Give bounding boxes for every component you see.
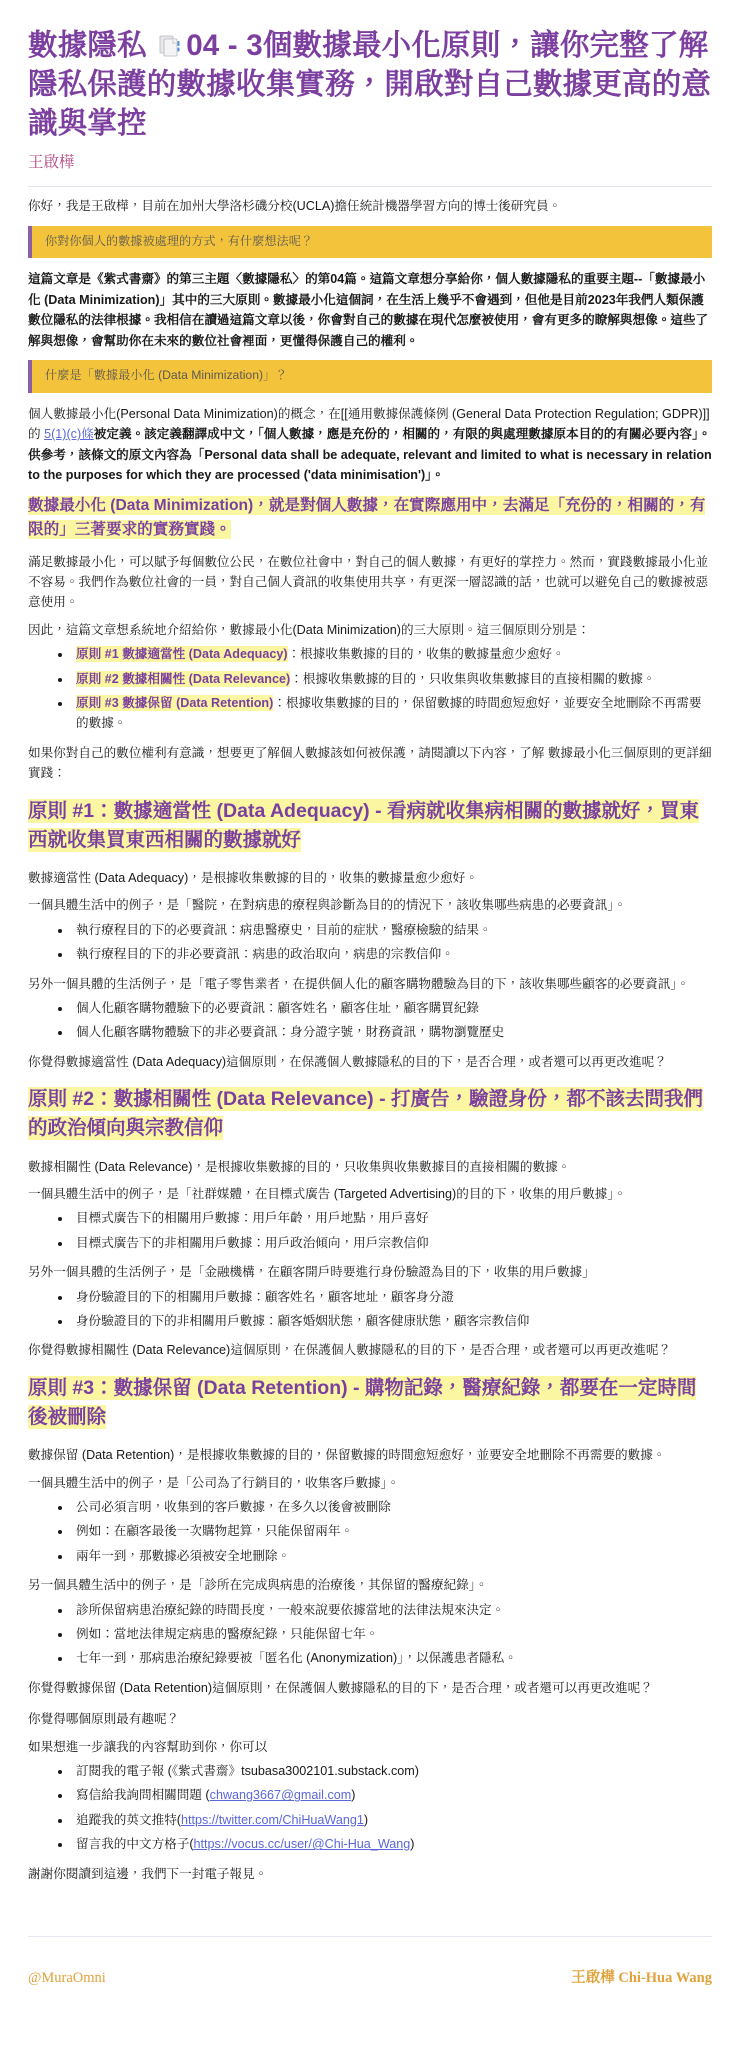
- section-3-definition: 數據保留 (Data Retention)，是根據收集數據的目的，保留數據的時間愈短愈好，並要安全地刪除不再需要的數據。: [28, 1448, 666, 1463]
- three-principles-lead: 因此，這篇文章想系統地介紹給你，數據最小化(Data Minimization)的三大原則。這三個原則分別是：: [28, 622, 590, 637]
- list-item: 執行療程目的下的必要資訊：病患醫療史，目前的症狀，醫療檢驗的結果。: [58, 918, 712, 942]
- callout-question-1: 你對你個人的數據被處理的方式，有什麼想法呢？: [28, 226, 712, 259]
- section-1-example-2-list: [28, 996, 712, 1045]
- bottom-spacer: [28, 1987, 712, 2047]
- section-2-heading-text: 原則 #2：數據相關性 (Data Relevance) - 打廣告，驗證身份，都不該去問我們的政治傾向與宗教信仰: [28, 1088, 704, 1140]
- section-1-example-1-lead: 一個具體生活中的例子，是「醫院，在對病患的療程與診斷為目的的情況下，該收集哪些病患的必要資訊」。: [28, 898, 627, 913]
- outro-thanks: 謝謝你閱讀到這邊，我們下一封電子報見。: [28, 1866, 268, 1881]
- email-lead-text: 寫信給我詢問相關問題 (: [76, 1788, 210, 1803]
- principle-3-keyword: 原則 #3 數據保留 (Data Retention): [76, 696, 274, 710]
- list-item: [58, 1783, 712, 1807]
- list-item: 診所保留病患治療紀錄的時間長度，一般來說要依據當地的法律法規來決定。: [58, 1598, 712, 1622]
- twitter-link[interactable]: https://twitter.com/ChiHuaWang1: [180, 1812, 364, 1827]
- footer-author-name: 王啟樺 Chi-Hua Wang: [571, 1969, 712, 1986]
- list-item: [58, 1832, 712, 1856]
- list-item: 兩年一到，那數據必須被安全地刪除。: [58, 1544, 712, 1568]
- byline-author: 王啟樺: [28, 153, 75, 171]
- gdpr-seg1: 個人數據最小化(Personal Data Minimization)的概念，在[[通用數據保護條例 (General Data Protection Regulation; GDPR)]] 的: [28, 406, 710, 442]
- list-item: [58, 1759, 712, 1783]
- section-3-example-2-lead: 另一個具體生活中的例子，是「診所在完成與病患的治療後，其保留的醫療紀錄」。: [28, 1578, 488, 1593]
- minimization-benefit-paragraph: 滿足數據最小化，可以賦予每個數位公民，在數位社會中，對自己的個人數據，有更好的掌控力。然而，實踐數據最小化並不容易。我們作為數位社會的一員，對自己個人資訊的收集使用共享，有更深一層認識的話，也就可以避免自己的數據被惡意使用。: [28, 554, 709, 610]
- section-2-example-2-list: [28, 1285, 712, 1334]
- outro-question: 你覺得哪個原則最有趣呢？: [28, 1712, 180, 1727]
- section-1-definition: 數據適當性 (Data Adequacy)，是根據收集數據的目的，收集的數據量愈少愈好。: [28, 871, 478, 886]
- list-item: 身份驗證目的下的非相關用戶數據：顧客婚姻狀態，顧客健康狀態，顧客宗教信仰: [58, 1309, 712, 1333]
- intro-greeting: 你好，我是王啟樺，目前在加州大學洛杉磯分校(UCLA)擔任統計機器學習方向的博士後研究員。: [28, 199, 562, 214]
- section-2-example-1-list: [28, 1206, 712, 1255]
- list-item: [58, 667, 712, 691]
- section-3-closing-question: 你覺得數據保留 (Data Retention)這個原則，在保護個人數據隱私的目的下，是否合理，或者還可以再更改進呢？: [28, 1680, 653, 1695]
- twitter-after-text: ): [363, 1812, 369, 1827]
- principles-summary-list: [28, 642, 712, 736]
- footer-handle: @MuraOmni: [28, 1969, 106, 1986]
- list-item: 執行療程目的下的非必要資訊：病患的政治取向，病患的宗教信仰。: [58, 942, 712, 966]
- list-item: [58, 642, 712, 666]
- list-item: 目標式廣告下的相關用戶數據：用戶年齡，用戶地點，用戶喜好: [58, 1206, 712, 1230]
- principle-2-desc: ：根據收集數據的目的，只收集與收集數據目的直接相關的數據。: [290, 671, 656, 686]
- read-more-lead: 如果你對自己的數位權利有意識，想要更了解個人數據該如何被保護，請閱讀以下內容，了解 數據最小化三個原則的更詳細實踐：: [28, 745, 712, 781]
- page-title-part2: 04 - 3個數據最小化原則，讓你完整了解隱私保護的數據收集實務，開啟對自己數據更高的意識與掌控: [28, 29, 712, 141]
- principle-1-keyword: 原則 #1 數據適當性 (Data Adequacy): [76, 647, 288, 662]
- section-1-example-1-list: [28, 918, 712, 967]
- list-item: [58, 691, 712, 736]
- list-item: 例如：在顧客最後一次購物起算，只能保留兩年。: [58, 1519, 712, 1543]
- section-2-example-2-lead: 另外一個具體的生活例子，是「金融機構，在顧客開戶時要進行身份驗證為目的下，收集的用戶數據」: [28, 1265, 595, 1280]
- list-item: 個人化顧客購物體驗下的非必要資訊：身分證字號，財務資訊，購物瀏覽歷史: [58, 1020, 712, 1044]
- email-link[interactable]: chwang3667@gmail.com: [209, 1788, 352, 1803]
- outro-cta-lead: 如果想進一步讓我的內容幫助到你，你可以: [28, 1739, 268, 1754]
- page-title: [28, 26, 712, 144]
- section-1-closing-question: 你覺得數據適當性 (Data Adequacy)這個原則，在保護個人數據隱私的目的下，是否合理，或者還可以再更改進呢？: [28, 1054, 667, 1069]
- section-1-heading-text: 原則 #1：數據適當性 (Data Adequacy) - 看病就收集病相關的數據就好，買東西就收集買東西相關的數據就好: [28, 799, 699, 851]
- list-item: 七年一到，那病患治療紀錄要被「匿名化 (Anonymization)」，以保護患者隱私。: [58, 1646, 712, 1670]
- vocus-lead-text: 留言我的中文方格子(: [76, 1837, 194, 1852]
- principle-2-keyword: 原則 #2 數據相關性 (Data Relevance): [76, 671, 291, 686]
- definition-highlight-text: 數據最小化 (Data Minimization)，就是對個人數據，在實際應用中，去滿足「充份的，相關的，有限的」三著要求的實務實踐。: [28, 497, 706, 538]
- callout-question-2: 什麼是「數據最小化 (Data Minimization)」？: [28, 360, 712, 393]
- section-2-closing-question: 你覺得數據相關性 (Data Relevance)這個原則，在保護個人數據隱私的目的下，是否合理，或者還可以再更改進呢？: [28, 1343, 672, 1358]
- list-item: [58, 1808, 712, 1832]
- section-2-definition: 數據相關性 (Data Relevance)，是根據收集數據的目的，只收集與收集數據目的直接相關的數據。: [28, 1159, 571, 1174]
- page-document-icon: [158, 30, 185, 57]
- definition-highlight: [28, 494, 712, 541]
- section-1-example-2-lead: 另外一個具體的生活例子，是「電子零售業者，在提供個人化的顧客購物體驗為目的下，該收集哪些顧客的必要資訊」。: [28, 976, 690, 991]
- intro-paragraph: 這篇文章是《紫式書齋》的第三主題〈數據隱私〉的第04篇。這篇文章想分享給你，個人數據隱私的重要主題--「數據最小化 (Data Minimization)」其中的三大原則。數據最小化這個詞，在生活上幾乎不會遇到，但他是目前2023年我們人類保護數位隱私的法律根據。我相信在讀過這篇文章以後，你會對自己的數據在現代怎麼被使用，會有更多的瞭解與想像。這些了解與想像，會幫助你在未來的數位社會裡面，更懂得保護自己的權利。: [28, 272, 709, 348]
- footer: [28, 1937, 712, 1987]
- list-item: 例如：當地法律規定病患的醫療紀錄，只能保留七年。: [58, 1622, 712, 1646]
- gdpr-seg2: 被定義。該定義翻譯成中文，「個人數據，應是充份的，相關的，有限的與處理數據原本目的的有關必要內容」。供參考，該條文的原文內容為「Personal data shall be adequate, relevant and limited to what is necessary in relation to the purposes for which they are processed ('data minimisation')」。: [28, 427, 712, 482]
- section-1-heading: [28, 797, 712, 856]
- list-item: 個人化顧客購物體驗下的必要資訊：顧客姓名，顧客住址，顧客購買紀錄: [58, 996, 712, 1020]
- section-3-heading-text: 原則 #3：數據保留 (Data Retention) - 購物記錄，醫療紀錄，都要在一定時間後被刪除: [28, 1376, 697, 1429]
- section-3-example-1-lead: 一個具體生活中的例子，是「公司為了行銷目的，收集客戶數據」。: [28, 1475, 400, 1490]
- list-item: 目標式廣告下的非相關用戶數據：用戶政治傾向，用戶宗教信仰: [58, 1231, 712, 1255]
- outro-links-list: [28, 1759, 712, 1857]
- newsletter-subscribe-text: 訂閱我的電子報 (《紫式書齋》tsubasa3002101.substack.com): [76, 1764, 419, 1778]
- vocus-link[interactable]: https://vocus.cc/user/@Chi-Hua_Wang: [193, 1837, 411, 1852]
- section-3-heading: [28, 1374, 712, 1433]
- gdpr-paragraph: [28, 395, 712, 486]
- section-3-example-1-list: [28, 1495, 712, 1568]
- vocus-after-text: ): [410, 1837, 415, 1852]
- section-2-heading: [28, 1085, 712, 1144]
- section-3-example-2-list: [28, 1598, 712, 1671]
- email-after-text: ): [351, 1788, 356, 1803]
- list-item: 身份驗證目的下的相關用戶數據：顧客姓名，顧客地址，顧客身分證: [58, 1285, 712, 1309]
- twitter-lead-text: 追蹤我的英文推特(: [76, 1812, 181, 1827]
- gdpr-article-link[interactable]: 5(1)(c)條: [44, 427, 94, 442]
- list-item: 公司必須言明，收集到的客戶數據，在多久以後會被刪除: [58, 1495, 712, 1519]
- section-2-example-1-lead: 一個具體生活中的例子，是「社群媒體，在目標式廣告 (Targeted Advertising)的目的下，收集的用戶數據」。: [28, 1187, 627, 1202]
- page-title-part1: 數據隱私: [28, 29, 156, 62]
- principle-1-desc: ：根據收集數據的目的，收集的數據量愈少愈好。: [287, 647, 565, 662]
- principle-3-desc: ：根據收集數據的目的，保留數據的時間愈短愈好，並要安全地刪除不再需要的數據。: [76, 696, 702, 731]
- header: [28, 0, 712, 187]
